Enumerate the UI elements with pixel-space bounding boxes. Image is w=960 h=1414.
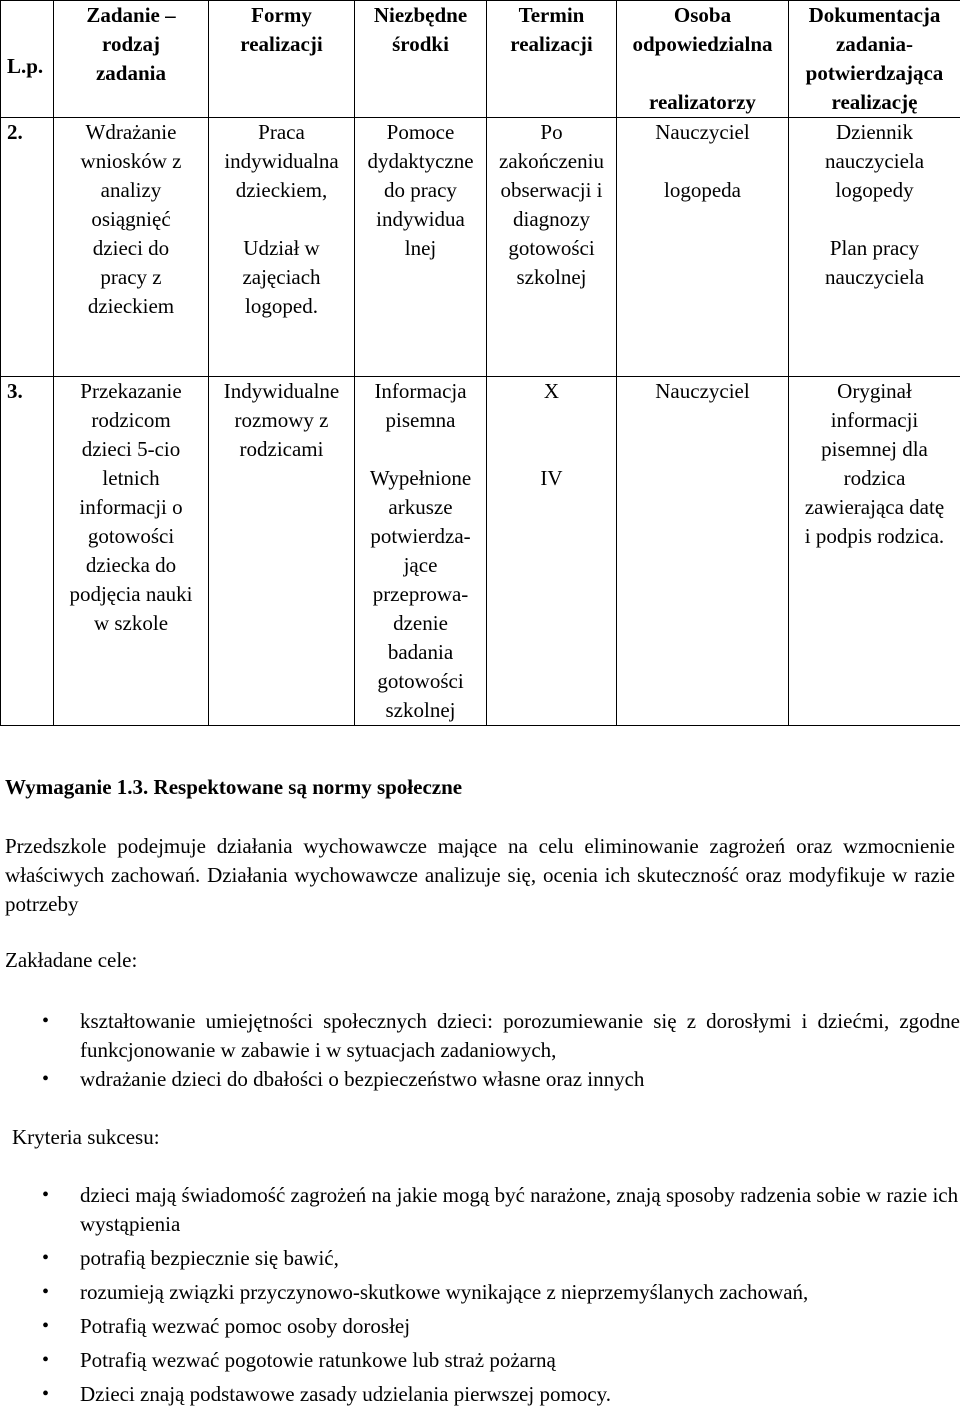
cell-line: potwierdzająca [790,59,959,88]
cell-line: Dokumentacja [790,1,959,30]
cell-line: do pracy [356,176,485,205]
table-row [1,377,960,726]
cell-line: przeprowa- [356,580,485,609]
cell-line: zadania- [790,30,959,59]
row2-means [355,118,487,377]
cell-line: realizacji [488,30,615,59]
cell-line: obserwacji i [488,176,615,205]
cell-line: rodzaj [55,30,207,59]
cell-line: i podpis rodzica. [790,522,959,551]
header-docs [789,1,960,118]
cell-line: dziecka do [55,551,207,580]
cell-line: Zadanie – [55,1,207,30]
cell-line: szkolnej [356,696,485,725]
goals-list [80,1007,960,1094]
cell-line: dzieckiem [55,292,207,321]
header-forms [209,1,355,118]
cell-line: pisemna [356,406,485,435]
cell-line: gotowości [488,234,615,263]
row3-docs [789,377,960,726]
cell-line: Praca [210,118,353,147]
list-item: • Potrafią wezwać pogotowie ratunkowe lub straż pożarną [80,1346,960,1375]
cell-line: w szkole [55,609,207,638]
cell-line: Udział w [210,234,353,263]
cell-line: osiągnięć [55,205,207,234]
cell-line: Oryginał [790,377,959,406]
header-task [54,1,209,118]
cell-line: lnej [356,234,485,263]
header-person: Osoba odpowiedzialna realizatorzy [617,1,789,118]
requirement-heading: Wymaganie 1.3. Respektowane są normy społeczne [5,775,462,800]
cell-line: zajęciach [210,263,353,292]
criteria-heading: Kryteria sukcesu: [12,1125,160,1150]
cell-line: Formy [210,1,353,30]
header-means [355,1,487,118]
requirement-paragraph: Przedszkole podejmuje działania wychowawcze mające na celu eliminowanie zagrożeń oraz wzmocnienie właściwych zachowań. Działania wychowawcze analizuje się, ocenia ich skuteczność oraz modyfikuje w razie potrzeby [5,832,955,919]
cell-line: zadania [55,59,207,88]
cell-line: nauczyciela [790,263,959,292]
cell-line: zawierająca datę [790,493,959,522]
cell-line: rodzicom [55,406,207,435]
cell-line: Wdrażanie [55,118,207,147]
table-row [1,118,960,377]
cell-line: środki [356,30,485,59]
row3-forms [209,377,355,726]
cell-line: zakończeniu [488,147,615,176]
list-item: • rozumieją związki przyczynowo-skutkowe wynikające z nieprzemyślanych zachowań, [80,1278,960,1307]
row3-means [355,377,487,726]
row2-task [54,118,209,377]
cell-line: jące [356,551,485,580]
cell-line: rodzica [790,464,959,493]
row2-forms [209,118,355,377]
list-item: • dzieci mają świadomość zagrożeń na jakie mogą być narażone, znają sposoby radzenia sobie w razie ich wystąpienia [80,1181,960,1239]
header-lp: L.p. [1,1,54,118]
cell-line: informacji [790,406,959,435]
cell-line: dydaktyczne [356,147,485,176]
cell-line: gotowości [55,522,207,551]
header-term [487,1,617,118]
cell-line: badania [356,638,485,667]
cell-line: rodzicami [210,435,353,464]
criteria-list [80,1181,960,1414]
row3-task [54,377,209,726]
cell-line: indywidualna [210,147,353,176]
row2-term [487,118,617,377]
list-item: • potrafią bezpiecznie się bawić, [80,1244,960,1273]
cell-line: wniosków z [55,147,207,176]
cell-line: rozmowy z [210,406,353,435]
list-item: • wdrażanie dzieci do dbałości o bezpieczeństwo własne oraz innych [80,1065,960,1094]
cell-line: Informacja [356,377,485,406]
list-item: • kształtowanie umiejętności społecznych dzieci: porozumiewanie się z dorosłymi i dziećmi, zgodne funkcjonowanie w zabawie i w sytuacjach zadaniowych, [80,1007,960,1065]
cell-line: informacji o [55,493,207,522]
cell-line: dzieci do [55,234,207,263]
table-header-row [1,1,960,118]
cell-line: gotowości [356,667,485,696]
cell-line: logopedy [790,176,959,205]
row2-docs [789,118,960,377]
cell-line: realizację [790,88,959,117]
cell-line: Plan pracy [790,234,959,263]
row2-person: Nauczyciel logopeda [617,118,789,377]
cell-line: podjęcia nauki [55,580,207,609]
goals-heading: Zakładane cele: [5,948,137,973]
cell-line: Przekazanie [55,377,207,406]
row3-term: X IV [487,377,617,726]
cell-line: arkusze [356,493,485,522]
cell-line: analizy [55,176,207,205]
row3-lp: 3. [1,377,54,726]
cell-line: indywidua [356,205,485,234]
cell-line: Po [488,118,615,147]
row2-lp: 2. [1,118,54,377]
cell-line: pisemnej dla [790,435,959,464]
cell-line: pracy z [55,263,207,292]
list-item: • Dzieci znają podstawowe zasady udzielania pierwszej pomocy. [80,1380,960,1409]
cell-line: diagnozy [488,205,615,234]
cell-line: Indywidualne [210,377,353,406]
row3-person: Nauczyciel [617,377,789,726]
cell-line: Termin [488,1,615,30]
cell-line: dzieci 5-cio [55,435,207,464]
cell-line: Pomoce [356,118,485,147]
cell-line: Niezbędne [356,1,485,30]
cell-line: letnich [55,464,207,493]
cell-line: Wypełnione [356,464,485,493]
cell-line: potwierdza- [356,522,485,551]
cell-line: szkolnej [488,263,615,292]
cell-line: Dziennik [790,118,959,147]
cell-line: realizacji [210,30,353,59]
cell-line: dzieckiem, [210,176,353,205]
cell-line: nauczyciela [790,147,959,176]
cell-line: logoped. [210,292,353,321]
cell-line: dzenie [356,609,485,638]
list-item: • Potrafią wezwać pomoc osoby dorosłej [80,1312,960,1341]
